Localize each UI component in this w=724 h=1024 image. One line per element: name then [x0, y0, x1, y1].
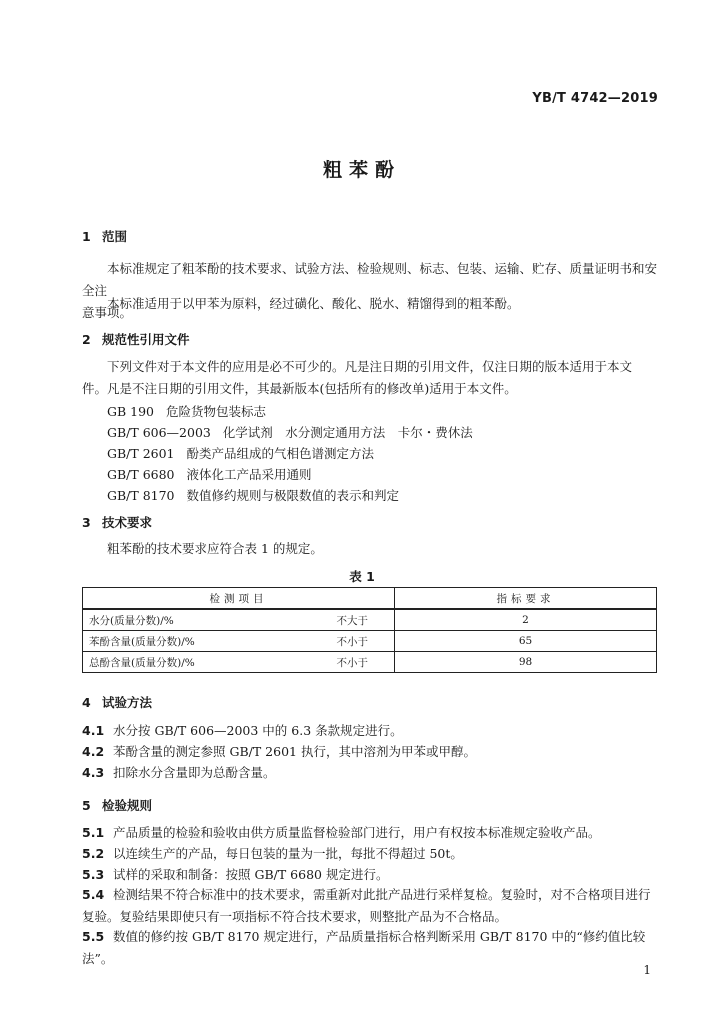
reference-name: 液体化工产品采用通则 — [186, 467, 312, 482]
section-2-heading — [82, 330, 190, 348]
section-5-heading — [82, 796, 152, 814]
standard-code: YB/T 4742—2019 — [532, 91, 658, 106]
text-line: 意事项。 — [82, 305, 133, 320]
item-cell — [83, 609, 395, 631]
item-name: 苯酚含量(质量分数)/% — [89, 635, 195, 648]
reference-code: GB 190 — [107, 404, 155, 419]
section-title: 技术要求 — [102, 515, 153, 530]
page-number: 1 — [643, 963, 651, 977]
section-4-heading — [82, 693, 152, 711]
reference-item — [107, 486, 399, 504]
table-header-row — [83, 588, 657, 610]
clause-4-1 — [82, 720, 403, 742]
table-row — [83, 652, 657, 673]
requirements-table — [82, 587, 657, 673]
clause-4-3 — [82, 762, 276, 784]
section-title: 范围 — [102, 229, 128, 244]
table-row — [83, 609, 657, 631]
references-intro — [82, 356, 662, 400]
text-line — [82, 926, 662, 948]
clause-4-2 — [82, 741, 476, 763]
clause-number: 5.1 — [82, 825, 105, 840]
requirements-paragraph: 粗苯酚的技术要求应符合表 1 的规定。 — [107, 541, 323, 556]
reference-item — [107, 423, 473, 441]
section-number: 3 — [82, 515, 91, 530]
clause-text: 苯酚含量的测定参照 GB/T 2601 执行，其中溶剂为甲苯或甲醇。 — [113, 744, 476, 759]
section-title: 检验规则 — [102, 798, 153, 813]
value-cell: 98 — [395, 652, 657, 673]
clause-number: 4.1 — [82, 723, 105, 738]
item-name: 总酚含量(质量分数)/% — [89, 656, 195, 669]
clause-number: 5.3 — [82, 867, 105, 882]
section-title: 规范性引用文件 — [102, 332, 190, 347]
value-cell: 65 — [395, 631, 657, 652]
clause-number: 5.2 — [82, 846, 105, 861]
document-title: 粗苯酚 — [322, 159, 401, 181]
reference-item — [107, 402, 266, 420]
item-name: 水分(质量分数)/% — [89, 614, 174, 627]
limit-qualifier: 不小于 — [336, 635, 368, 648]
reference-name: 化学试剂 水分测定通用方法 卡尔・费休法 — [222, 425, 473, 440]
scope-paragraph-2: 本标准适用于以甲苯为原料，经过磺化、酸化、脱水、精馏得到的粗苯酚。 — [107, 296, 520, 311]
clause-5-1 — [82, 822, 601, 844]
clause-5-3 — [82, 864, 388, 886]
section-3-heading — [82, 513, 152, 531]
reference-name: 数值修约规则与极限数值的表示和判定 — [186, 488, 399, 503]
text-line — [82, 884, 662, 906]
clause-number: 4.2 — [82, 744, 105, 759]
column-header-requirement: 指标要求 — [395, 588, 657, 610]
clause-text: 以连续生产的产品，每日包装的量为一批，每批不得超过 50t。 — [113, 846, 463, 861]
text-line: 下列文件对于本文件的应用是必不可少的。凡是注日期的引用文件，仅注日期的版本适用于本文 — [107, 359, 633, 374]
clause-text: 检测结果不符合标准中的技术要求，需重新对此批产品进行采样复检。复验时，对不合格项目进行 — [113, 887, 651, 902]
reference-code: GB/T 2601 — [107, 446, 175, 461]
item-cell — [83, 631, 395, 652]
table-caption: 表 1 — [349, 569, 375, 584]
clause-text: 法”。 — [82, 951, 114, 966]
table-row — [83, 631, 657, 652]
item-cell — [83, 652, 395, 673]
section-number: 4 — [82, 695, 91, 710]
limit-qualifier: 不大于 — [336, 614, 368, 627]
section-number: 5 — [82, 798, 91, 813]
text-line: 本标准规定了粗苯酚的技术要求、试验方法、检验规则、标志、包装、运输、贮存、质量证明书和安全注 — [82, 261, 658, 298]
section-number: 2 — [82, 332, 91, 347]
reference-code: GB/T 6680 — [107, 467, 175, 482]
text-line: 件。凡是不注日期的引用文件，其最新版本(包括所有的修改单)适用于本文件。 — [82, 381, 517, 396]
clause-text: 扣除水分含量即为总酚含量。 — [113, 765, 276, 780]
clause-text: 试样的采取和制备：按照 GB/T 6680 规定进行。 — [113, 867, 389, 882]
clause-text: 数值的修约按 GB/T 8170 规定进行，产品质量指标合格判断采用 GB/T 8170 中的“修约值比较 — [113, 929, 646, 944]
column-header-item: 检测项目 — [83, 588, 395, 610]
section-number: 1 — [82, 229, 91, 244]
clause-number: 4.3 — [82, 765, 105, 780]
reference-item — [107, 444, 374, 462]
clause-number: 5.4 — [82, 887, 105, 902]
clause-5-2 — [82, 843, 463, 865]
clause-text: 产品质量的检验和验收由供方质量监督检验部门进行，用户有权按本标准规定验收产品。 — [113, 825, 601, 840]
clause-text: 水分按 GB/T 606—2003 中的 6.3 条款规定进行。 — [113, 723, 403, 738]
reference-code: GB/T 606—2003 — [107, 425, 211, 440]
clause-5-5 — [82, 926, 662, 970]
reference-item — [107, 465, 311, 483]
reference-name: 酚类产品组成的气相色谱测定方法 — [186, 446, 374, 461]
reference-name: 危险货物包装标志 — [165, 404, 266, 419]
section-1-heading — [82, 227, 127, 245]
limit-qualifier: 不小于 — [336, 656, 368, 669]
section-title: 试验方法 — [102, 695, 153, 710]
clause-text: 复验。复验结果即使只有一项指标不符合技术要求，则整批产品为不合格品。 — [82, 909, 508, 924]
clause-5-4 — [82, 884, 662, 928]
value-cell: 2 — [395, 609, 657, 631]
reference-code: GB/T 8170 — [107, 488, 175, 503]
clause-number: 5.5 — [82, 929, 105, 944]
